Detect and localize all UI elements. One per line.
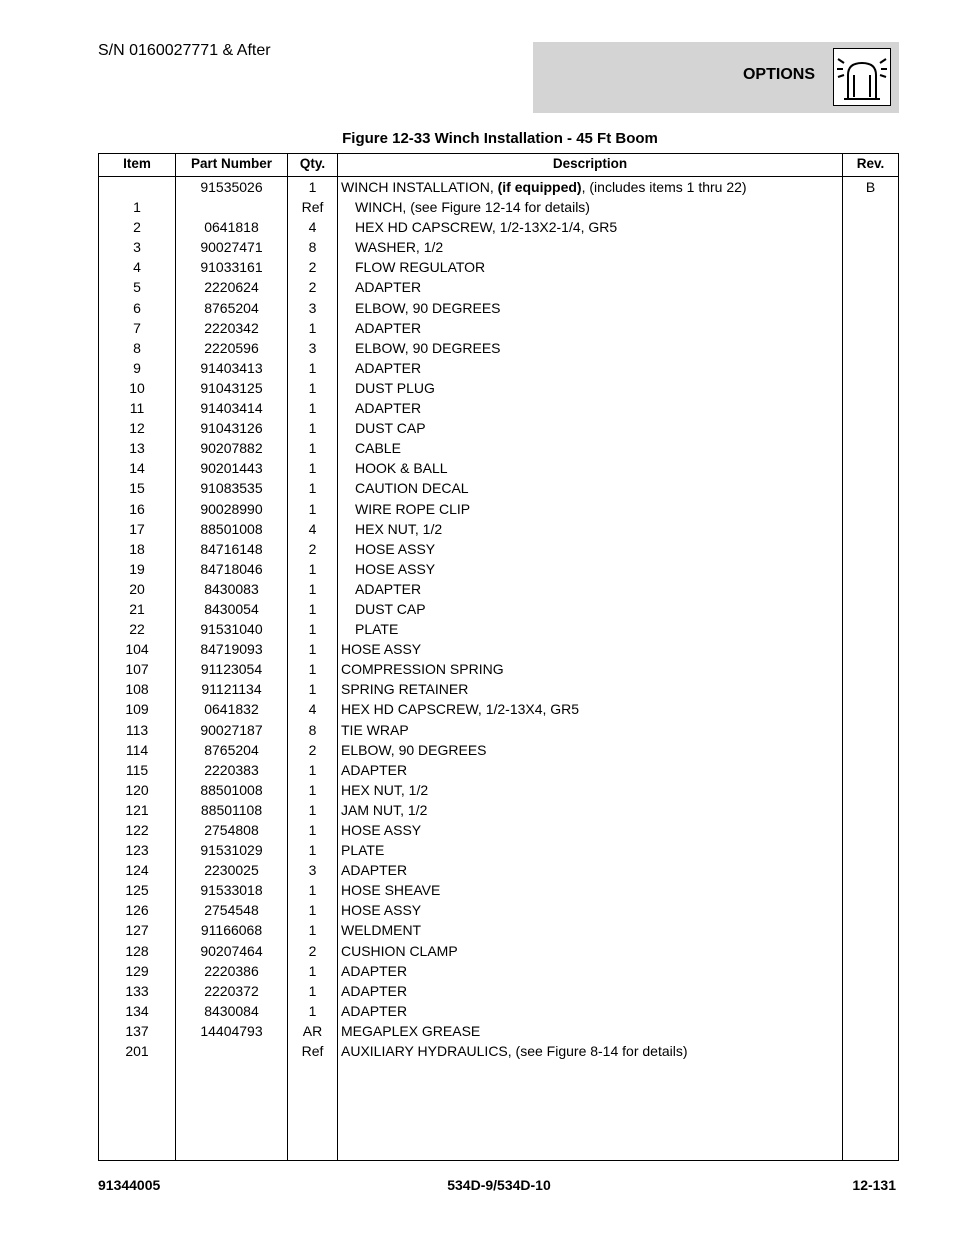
qty-cell: 1: [308, 580, 317, 597]
part-number-cell: 8430084: [204, 1002, 259, 1019]
parts-table: [98, 153, 899, 1161]
description-cell: ELBOW, 90 DEGREES: [341, 741, 487, 758]
description-cell: HEX NUT, 1/2: [341, 781, 429, 798]
description-cell: COMPRESSION SPRING: [341, 661, 504, 678]
table-row: [99, 237, 898, 257]
table-row: [99, 941, 898, 961]
item-cell: 20: [129, 580, 145, 597]
item-cell: 122: [125, 822, 149, 838]
column-header-qty: Qty.: [299, 156, 326, 171]
part-number-cell: 91083535: [200, 480, 263, 497]
qty-cell: 1: [308, 661, 317, 678]
part-number-cell: 2220386: [204, 962, 259, 979]
part-number-cell: 91403414: [200, 400, 263, 417]
table-row: [99, 900, 898, 920]
description-cell: PLATE: [355, 621, 399, 638]
description-cell: HOSE SHEAVE: [341, 882, 441, 899]
item-cell: 123: [125, 842, 149, 859]
qty-cell: 3: [308, 339, 317, 356]
table-row: [99, 699, 898, 719]
qty-cell: 1: [308, 842, 317, 859]
table-row: [99, 840, 898, 860]
part-number-cell: 91531040: [200, 621, 263, 638]
part-number-cell: 91043125: [200, 379, 263, 396]
part-number-cell: 91533018: [200, 882, 263, 899]
part-number-cell: 90027471: [200, 239, 263, 256]
table-row: [99, 318, 898, 338]
description-cell: TIE WRAP: [341, 721, 409, 738]
description-cell: HOOK & BALL: [355, 460, 448, 477]
qty-cell: 8: [308, 721, 317, 738]
table-row: [99, 438, 898, 458]
table-row: [99, 920, 898, 940]
description-cell: AUXILIARY HYDRAULICS, (see Figure 8-14 for details): [341, 1043, 688, 1060]
table-row: [99, 740, 898, 760]
part-number-cell: 90207882: [200, 440, 263, 457]
item-cell: 21: [129, 600, 145, 617]
item-cell: 120: [125, 781, 149, 798]
qty-cell: 1: [308, 600, 317, 617]
part-number-cell: 91166068: [200, 922, 263, 939]
table-row: [99, 981, 898, 1001]
item-cell: 124: [125, 862, 149, 879]
item-cell: 127: [125, 922, 149, 939]
qty-cell: 1: [308, 500, 317, 517]
item-cell: 113: [125, 721, 149, 738]
item-cell: 133: [125, 982, 149, 999]
part-number-cell: 91033161: [200, 259, 263, 276]
part-number-cell: 90027187: [200, 721, 263, 738]
qty-cell: 1: [308, 621, 317, 638]
item-cell: 6: [133, 299, 141, 316]
part-number-cell: 84719093: [200, 641, 263, 658]
table-row: [99, 599, 898, 619]
qty-cell: 1: [308, 882, 317, 899]
qty-cell: 2: [308, 259, 317, 276]
qty-cell: 4: [308, 701, 317, 718]
part-number-cell: 84716148: [200, 540, 263, 557]
table-row: [99, 298, 898, 318]
item-cell: 201: [125, 1043, 149, 1060]
part-number-cell: 8765204: [204, 299, 259, 316]
table-body: [99, 177, 898, 1061]
table-row: [99, 961, 898, 981]
column-header-item: Item: [123, 156, 151, 171]
qty-cell: 3: [308, 299, 317, 316]
description-cell: ADAPTER: [355, 359, 422, 376]
item-cell: 10: [129, 379, 145, 396]
part-number-cell: 91531029: [200, 842, 263, 859]
footer-document-number: 91344005: [98, 1177, 161, 1193]
qty-cell: 1: [308, 560, 317, 577]
table-row: [99, 679, 898, 699]
description-cell: HOSE ASSY: [341, 902, 422, 919]
table-row: [99, 499, 898, 519]
description-cell: SPRING RETAINER: [341, 681, 469, 698]
qty-cell: 1: [308, 460, 317, 477]
table-row: [99, 720, 898, 740]
column-header-description: Description: [552, 156, 628, 171]
item-cell: 11: [129, 400, 145, 417]
item-cell: 129: [125, 962, 149, 979]
qty-cell: 1: [308, 781, 317, 798]
table-row: [99, 458, 898, 478]
part-number-cell: 2220624: [204, 279, 259, 296]
item-cell: 13: [129, 440, 145, 457]
part-number-cell: 0641818: [204, 219, 259, 236]
part-number-cell: 88501008: [200, 520, 263, 537]
footer-model: 534D-9/534D-10: [447, 1177, 551, 1193]
item-cell: 125: [125, 882, 149, 899]
part-number-cell: 2220383: [204, 761, 259, 778]
item-cell: 4: [133, 259, 141, 276]
item-cell: 3: [133, 239, 141, 256]
item-cell: 1: [133, 199, 141, 216]
serial-number: S/N 0160027771 & After: [98, 42, 271, 59]
part-number-cell: 90201443: [200, 460, 263, 477]
part-number-cell: 91043126: [200, 420, 263, 437]
table-row: [99, 579, 898, 599]
table-row: [99, 338, 898, 358]
part-number-cell: 88501008: [200, 781, 263, 798]
description-cell: PLATE: [341, 842, 385, 859]
item-cell: 14: [129, 460, 145, 477]
description-cell: ADAPTER: [355, 580, 422, 597]
qty-cell: 1: [308, 400, 317, 417]
description-cell: HOSE ASSY: [341, 641, 422, 658]
footer-page-number: 12-131: [852, 1177, 896, 1193]
part-number-cell: 8765204: [204, 741, 259, 758]
item-cell: 15: [129, 480, 145, 497]
table-row: [99, 197, 898, 217]
item-cell: 16: [129, 500, 145, 517]
description-cell: HOSE ASSY: [355, 540, 436, 557]
description-cell: HOSE ASSY: [355, 560, 436, 577]
table-row: [99, 659, 898, 679]
part-number-cell: 2220596: [204, 339, 259, 356]
section-title: OPTIONS: [742, 66, 815, 83]
qty-cell: 1: [308, 480, 317, 497]
description-cell: FLOW REGULATOR: [355, 259, 486, 276]
description-cell: CABLE: [355, 440, 401, 457]
description-suffix-text: , (includes items 1 thru 22): [581, 179, 747, 195]
qty-cell: 1: [308, 962, 317, 979]
table-row: [99, 539, 898, 559]
description-cell: JAM NUT, 1/2: [341, 801, 428, 818]
part-number-cell: 14404793: [200, 1022, 263, 1039]
part-number-cell: 91535026: [200, 179, 263, 195]
part-number-cell: 88501108: [200, 801, 263, 818]
description-cell: ADAPTER: [355, 400, 422, 417]
part-number-cell: 90028990: [200, 500, 263, 517]
item-cell: 19: [129, 560, 145, 577]
table-row: [99, 257, 898, 277]
description-cell: ADAPTER: [341, 982, 408, 999]
qty-cell: 1: [308, 801, 317, 818]
item-cell: 8: [133, 339, 141, 356]
table-row: [99, 800, 898, 820]
column-header-part-number: Part Number: [190, 156, 273, 171]
description-cell: WINCH, (see Figure 12-14 for details): [355, 199, 590, 216]
table-row: [99, 1001, 898, 1021]
description-cell: CAUTION DECAL: [355, 480, 469, 497]
description-cell: CUSHION CLAMP: [341, 942, 458, 959]
item-cell: 104: [125, 641, 149, 658]
description-cell: ADAPTER: [355, 319, 422, 336]
qty-cell: 3: [308, 862, 317, 879]
table-row: [99, 639, 898, 659]
item-cell: 137: [125, 1022, 149, 1039]
section-header: [533, 42, 899, 113]
item-cell: 128: [125, 942, 149, 959]
item-cell: 2: [133, 219, 141, 236]
qty-cell: Ref: [301, 1043, 324, 1060]
item-cell: 121: [125, 801, 149, 818]
qty-cell: 8: [308, 239, 317, 256]
qty-cell: 1: [308, 359, 317, 376]
description-cell: MEGAPLEX GREASE: [341, 1022, 481, 1039]
qty-cell: 1: [308, 379, 317, 396]
table-row: [99, 358, 898, 378]
qty-cell: 1: [308, 761, 317, 778]
table-row: [99, 217, 898, 237]
table-row: [99, 820, 898, 840]
part-number-cell: 2754548: [204, 902, 259, 919]
qty-cell: 1: [308, 681, 317, 698]
table-row: [99, 760, 898, 780]
part-number-cell: 0641832: [204, 701, 259, 718]
qty-cell: 1: [308, 922, 317, 939]
table-row: [99, 519, 898, 539]
part-number-cell: 91123054: [200, 661, 263, 678]
qty-cell: 1: [308, 902, 317, 919]
description-cell: HEX NUT, 1/2: [355, 520, 443, 537]
item-cell: 115: [125, 761, 149, 778]
item-cell: 22: [129, 621, 145, 638]
part-number-cell: 8430054: [204, 600, 259, 617]
table-row: [99, 860, 898, 880]
description-cell: ADAPTER: [341, 862, 408, 879]
item-cell: 9: [133, 359, 141, 376]
description-cell: ADAPTER: [341, 761, 408, 778]
item-cell: 17: [129, 520, 145, 537]
description-bold-text: (if equipped): [497, 179, 582, 195]
item-cell: 134: [125, 1002, 149, 1019]
qty-cell: 1: [308, 982, 317, 999]
item-cell: 126: [125, 902, 149, 919]
part-number-cell: 90207464: [200, 942, 263, 959]
item-cell: 12: [129, 420, 145, 437]
part-number-cell: 84718046: [200, 560, 263, 577]
table-row: [99, 177, 898, 197]
qty-cell: 2: [308, 279, 317, 296]
qty-cell: AR: [302, 1022, 323, 1039]
options-winch-icon: [833, 48, 891, 106]
part-number-cell: 91403413: [200, 359, 263, 376]
qty-cell: 4: [308, 520, 317, 537]
description-text: WINCH INSTALLATION,: [341, 179, 498, 195]
description-cell: DUST CAP: [355, 600, 426, 617]
item-cell: 18: [129, 540, 145, 557]
item-cell: 109: [125, 701, 149, 718]
description-cell: WIRE ROPE CLIP: [355, 500, 471, 517]
part-number-cell: 2220342: [204, 319, 259, 336]
table-row: [99, 880, 898, 900]
qty-cell: 1: [308, 420, 317, 437]
item-cell: 108: [125, 681, 149, 698]
table-row: [99, 1041, 898, 1061]
item-cell: 107: [125, 661, 149, 678]
qty-cell: 1: [308, 822, 317, 838]
description-cell: WASHER, 1/2: [355, 239, 444, 256]
item-cell: 114: [125, 741, 149, 758]
qty-cell: 2: [308, 540, 317, 557]
table-row: [99, 1021, 898, 1041]
table-row: [99, 418, 898, 438]
qty-cell: 4: [308, 219, 317, 236]
figure-title: Figure 12-33 Winch Installation - 45 Ft Boom: [342, 130, 658, 147]
description-cell: HEX HD CAPSCREW, 1/2-13X4, GR5: [341, 701, 580, 718]
qty-cell: 1: [308, 440, 317, 457]
part-number-cell: 2230025: [204, 862, 259, 879]
part-number-cell: 8430083: [204, 580, 259, 597]
description-cell: WELDMENT: [341, 922, 422, 939]
table-row: [99, 398, 898, 418]
part-number-cell: 91121134: [201, 681, 262, 698]
description-cell: ADAPTER: [355, 279, 422, 296]
part-number-cell: 2754808: [204, 822, 259, 838]
qty-cell: 1: [308, 1002, 317, 1019]
description-cell: ELBOW, 90 DEGREES: [355, 339, 501, 356]
rev-cell: B: [865, 179, 876, 195]
description-cell: ADAPTER: [341, 1002, 408, 1019]
table-row: [99, 559, 898, 579]
table-row: [99, 619, 898, 639]
item-cell: 5: [133, 279, 141, 296]
description-cell: HEX HD CAPSCREW, 1/2-13X2-1/4, GR5: [355, 219, 618, 236]
description-cell: ELBOW, 90 DEGREES: [355, 299, 501, 316]
description-cell: DUST PLUG: [355, 379, 435, 396]
qty-cell: 2: [308, 741, 317, 758]
description-cell: HOSE ASSY: [341, 822, 422, 838]
qty-cell: 1: [308, 179, 317, 195]
column-header-rev: Rev.: [856, 156, 885, 171]
table-row: [99, 478, 898, 498]
table-row: [99, 277, 898, 297]
qty-cell: 2: [308, 942, 317, 959]
qty-cell: Ref: [301, 199, 324, 216]
table-row: [99, 378, 898, 398]
part-number-cell: 2220372: [204, 982, 259, 999]
description-cell: DUST CAP: [355, 420, 426, 437]
qty-cell: 1: [308, 319, 317, 336]
qty-cell: 1: [308, 641, 317, 658]
description-cell: ADAPTER: [341, 962, 408, 979]
table-row: [99, 780, 898, 800]
description-cell: [341, 177, 841, 197]
item-cell: 7: [133, 319, 141, 336]
